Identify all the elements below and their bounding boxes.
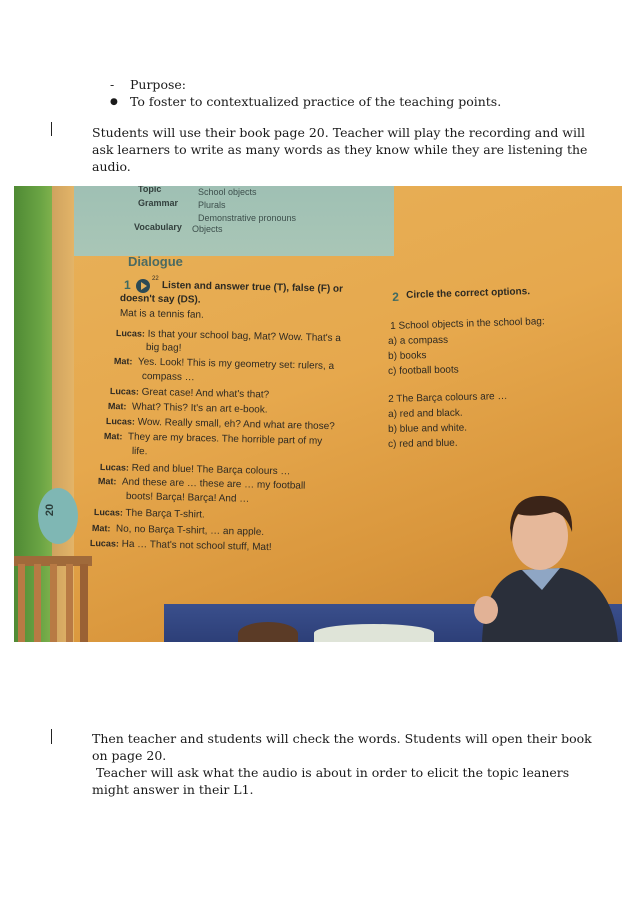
ex2-q2-option-b[interactable]: b) blue and white. [388, 422, 468, 435]
ex2-q1-option-b[interactable]: b) books [388, 350, 427, 362]
dialogue-line: compass … [141, 371, 195, 384]
ex1-instruction-a: Listen and answer true (T), false (F) or [161, 280, 344, 295]
para1-line2: ask learners to write as many words as they know while they are listening the [92, 142, 588, 157]
para1-line3: audio. [92, 159, 131, 174]
ex1-statement: Mat is a tennis fan. [119, 308, 204, 321]
meta-value-topic: School objects [198, 187, 257, 197]
chair-illustration [14, 556, 92, 642]
meta-value-grammar: Plurals [198, 200, 226, 210]
dialogue-line: Mat: Yes. Look! This is my geometry set: rulers, a [113, 356, 335, 372]
ex1-instruction-b: doesn't say (DS). [119, 293, 201, 306]
meta-label-topic: Topic [138, 186, 162, 194]
para2-line1: Then teacher and students will check the words. Students will open their book [92, 731, 592, 746]
dialogue-line: Lucas: The Barça T-shirt. [93, 507, 205, 521]
meta-label-vocabulary: Vocabulary [134, 222, 182, 232]
textbook-photo [14, 186, 622, 642]
blanket-illustration [314, 624, 434, 642]
page-number: 20 [44, 503, 57, 517]
purpose-bullet-text: To foster to contextualized practice of the teaching points. [130, 94, 502, 109]
para2-line4: might answer in their L1. [92, 782, 254, 797]
ex2-number: 2 [392, 289, 400, 304]
dialogue-line: life. [131, 446, 148, 458]
ex1-number: 1 [124, 278, 131, 292]
dialogue-line: Mat: And these are … these are … my football [97, 476, 306, 492]
play-icon [136, 279, 150, 293]
margin-bar [51, 122, 52, 136]
dialogue-line: Lucas: Wow. Really small, eh? And what are those? [105, 416, 335, 433]
dialogue-line: boots! Barça! Barça! And … [125, 491, 250, 505]
margin-bar [51, 729, 52, 744]
dialogue-line: Lucas: Ha … That's not school stuff, Mat! [89, 538, 272, 554]
ex1-track: 22 [152, 276, 159, 282]
child-head-illustration [238, 622, 298, 642]
meta-value-demonstratives: Demonstrative pronouns [198, 213, 297, 223]
section-title: Dialogue [128, 254, 183, 269]
bullet-icon: ● [110, 97, 118, 107]
para1-line1: Students will use their book page 20. Teacher will play the recording and will [92, 125, 585, 140]
meta-value-vocabulary: Objects [192, 224, 223, 234]
ex2-q2-option-a[interactable]: a) red and black. [388, 407, 463, 420]
dialogue-line: Mat: They are my braces. The horrible part of my [103, 431, 323, 447]
dialogue-line: big bag! [145, 342, 182, 354]
purpose-heading: Purpose: [130, 77, 186, 92]
meta-label-grammar: Grammar [138, 198, 179, 208]
ex1-play[interactable] [134, 277, 152, 295]
para2-line3: Teacher will ask what the audio is about in order to elicit the topic leaners [92, 765, 570, 780]
ex2-q2: 2 The Barça colours are … [388, 390, 508, 405]
dialogue-line: Lucas: Red and blue! The Barça colours … [99, 462, 291, 478]
dialogue-line: Lucas: Great case! And what's that? [109, 386, 270, 401]
boy-illustration [462, 492, 622, 642]
ex2-q1-option-c[interactable]: c) football boots [388, 364, 459, 377]
ex2-q1-option-a[interactable]: a) a compass [388, 334, 449, 347]
ex2-q1: 1 School objects in the school bag: [390, 316, 545, 332]
para2-line2: on page 20. [92, 748, 167, 763]
purpose-dash: - [110, 77, 115, 92]
ex2-instruction: Circle the correct options. [406, 286, 531, 301]
dialogue-line: Lucas: Is that your school bag, Mat? Wow. That's a [115, 328, 342, 345]
ex2-q2-option-c[interactable]: c) red and blue. [388, 437, 458, 450]
dialogue-line: Mat: No, no Barça T-shirt, … an apple. [91, 523, 265, 538]
dialogue-line: Mat: What? This? It's an art e-book. [107, 401, 268, 416]
